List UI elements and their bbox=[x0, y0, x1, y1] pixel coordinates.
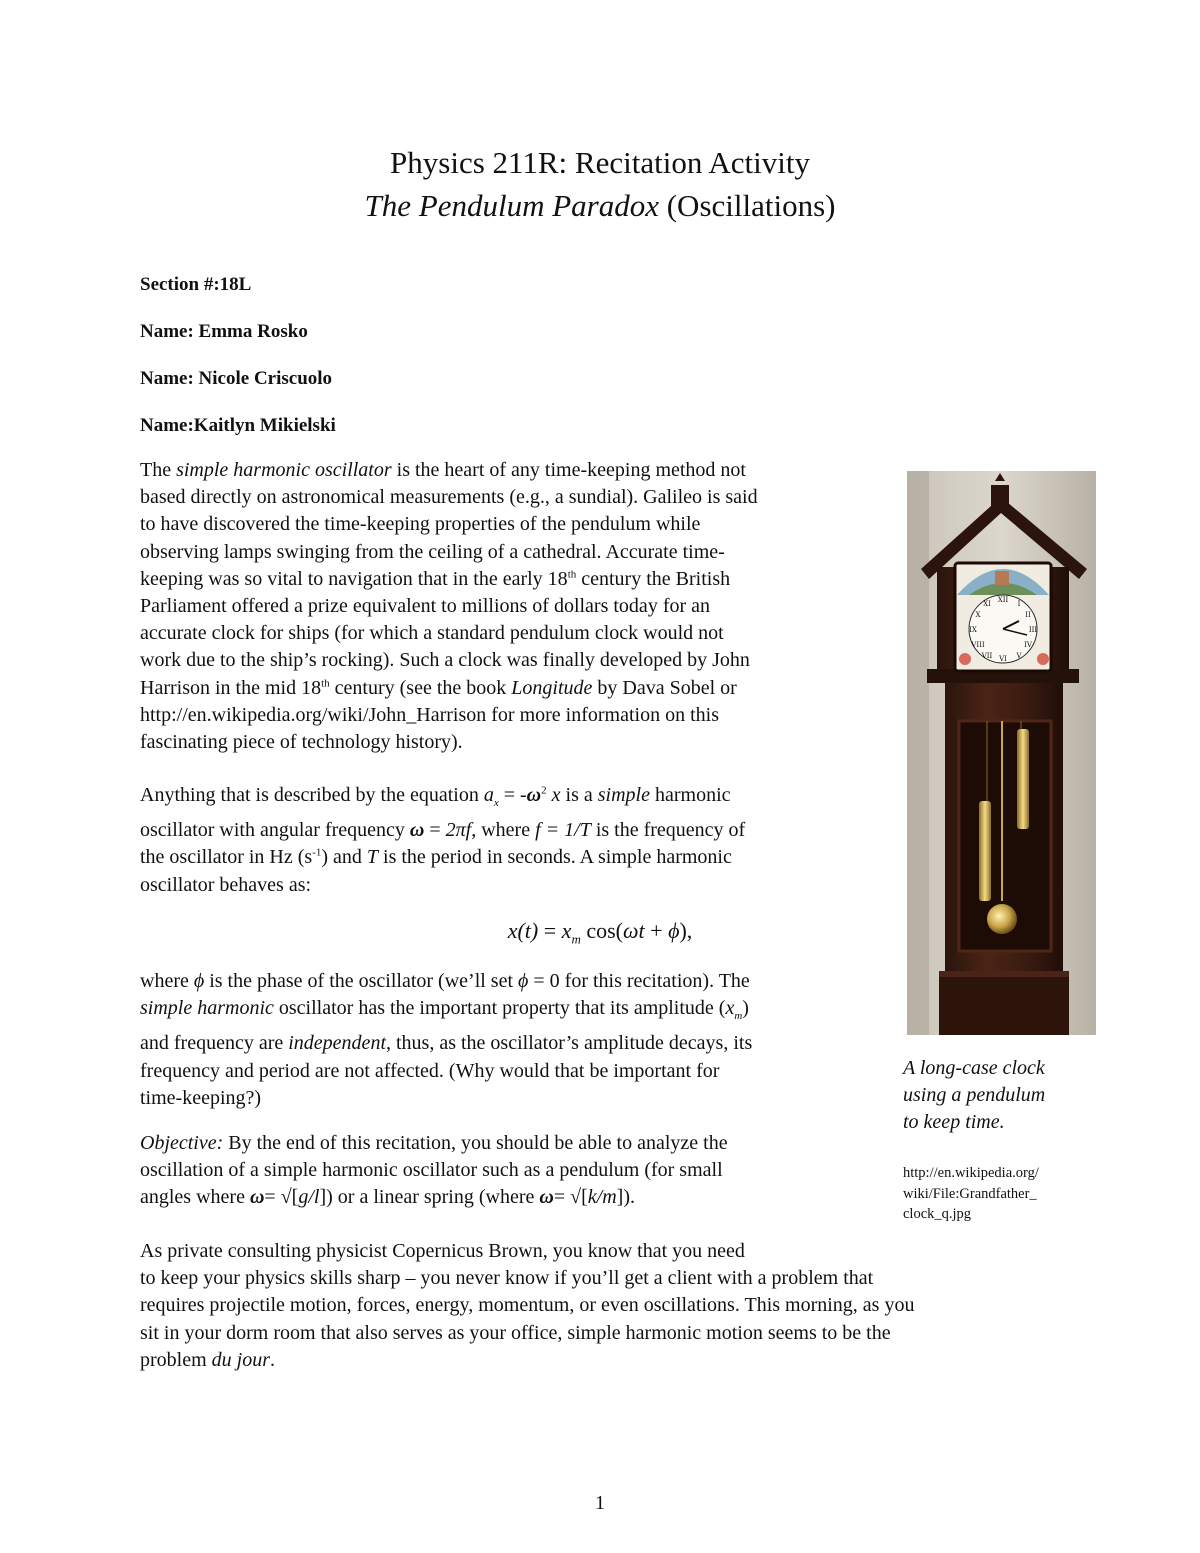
svg-text:X: X bbox=[975, 611, 981, 619]
svg-text:III: III bbox=[1028, 626, 1038, 634]
name-field-1: Name: Emma Rosko bbox=[140, 321, 308, 342]
name-field-2: Name: Nicole Criscuolo bbox=[140, 368, 333, 389]
document-title: Physics 211R: Recitation Activity bbox=[390, 145, 810, 180]
objective-paragraph: Objective: By the end of this recitation, you should be able to analyze the oscillation of a simple harmonic oscillator such as a pendulum (for small angles where ω= √[g/l]) or a linear spring (where ω= √[k/m]). bbox=[140, 1132, 728, 1209]
intro-paragraph: The simple harmonic oscillator is the heart of any time-keeping method not based directly on astronomical measurements (e.g., a sundial). Galileo is said to have discovered the time-keeping properties of the pendulum while observing lamps swinging from the ceiling of a cathedral. Accurate time- keeping was so vital to navigation that in the early 18th century the British Parliament offered a prize equivalent to millions of dollars today for an accurate clock for ships (for which a standard pendulum clock would not work due to the ship’s rocking). Such a clock was finally developed by John Harrison in the mid 18th century (see the book Longitude by Dava Sobel or http://en.wikipedia.org/wiki/John_Harrison for more information on this fascinating piece of technology history). bbox=[140, 459, 758, 754]
document-subtitle bbox=[0, 186, 1200, 226]
phase-paragraph: where ϕ is the phase of the oscillator (we’ll set ϕ = 0 for this recitation). The simple harmonic oscillator has the important property that its amplitude $(x_m)$ and frequency are independent, thus, as the oscillator’s amplitude decays, its frequency and period are not affected. (Why would that be important for time-keeping?) bbox=[140, 970, 753, 1109]
grandfather-clock-photo bbox=[907, 471, 1096, 1035]
subtitle-rest: (Oscillations) bbox=[658, 188, 836, 223]
harrison-url-text: http://en.wikipedia.org/wiki/John_Harrison for more information on this bbox=[140, 703, 719, 726]
svg-text:IX: IX bbox=[969, 626, 977, 634]
svg-text:IV: IV bbox=[1024, 641, 1032, 649]
svg-text:XII: XII bbox=[997, 596, 1009, 604]
svg-text:VIII: VIII bbox=[971, 641, 985, 649]
name-field-3: Name:Kaitlyn Mikielski bbox=[140, 415, 336, 436]
closing-paragraph: As private consulting physicist Copernicus Brown, you know that you need to keep your physics skills sharp – you never know if you’ll get a client with a problem that requires projectile motion, forces, energy, momentum, or even oscillations. This morning, as you sit in your dorm room that also serves as your office, simple harmonic motion seems to be the problem du jour. bbox=[140, 1240, 915, 1371]
figure-source-url: http://en.wikipedia.org/ wiki/File:Grandfather_ clock_q.jpg bbox=[903, 1165, 1039, 1222]
svg-text:XI: XI bbox=[983, 600, 991, 608]
svg-text:VI: VI bbox=[999, 655, 1007, 663]
page-number: 1 bbox=[595, 1492, 605, 1514]
figure-caption: A long-case clock using a pendulum to keep time. bbox=[903, 1057, 1046, 1133]
objective-label: Objective: bbox=[140, 1132, 224, 1154]
svg-text:V: V bbox=[1016, 652, 1022, 660]
svg-text:II: II bbox=[1025, 611, 1031, 619]
subtitle-italic: The Pendulum Paradox bbox=[364, 188, 659, 223]
shm-paragraph: Anything that is described by the equation $a_x = -\omega^2$ x is a simple harmonic oscillator with angular frequency ω = 2πf, where f = 1/T is the frequency of the oscillator in Hz $(s^{-1})$ and T is the period in seconds. A simple harmonic oscillator behaves as: bbox=[140, 784, 746, 896]
oscillator-equation: $x(t) = x_m$ cos(ωt + ϕ), bbox=[507, 918, 693, 947]
svg-text:VII: VII bbox=[981, 652, 993, 660]
section-field: Section #:18L bbox=[140, 274, 252, 295]
svg-text:I: I bbox=[1017, 600, 1021, 608]
